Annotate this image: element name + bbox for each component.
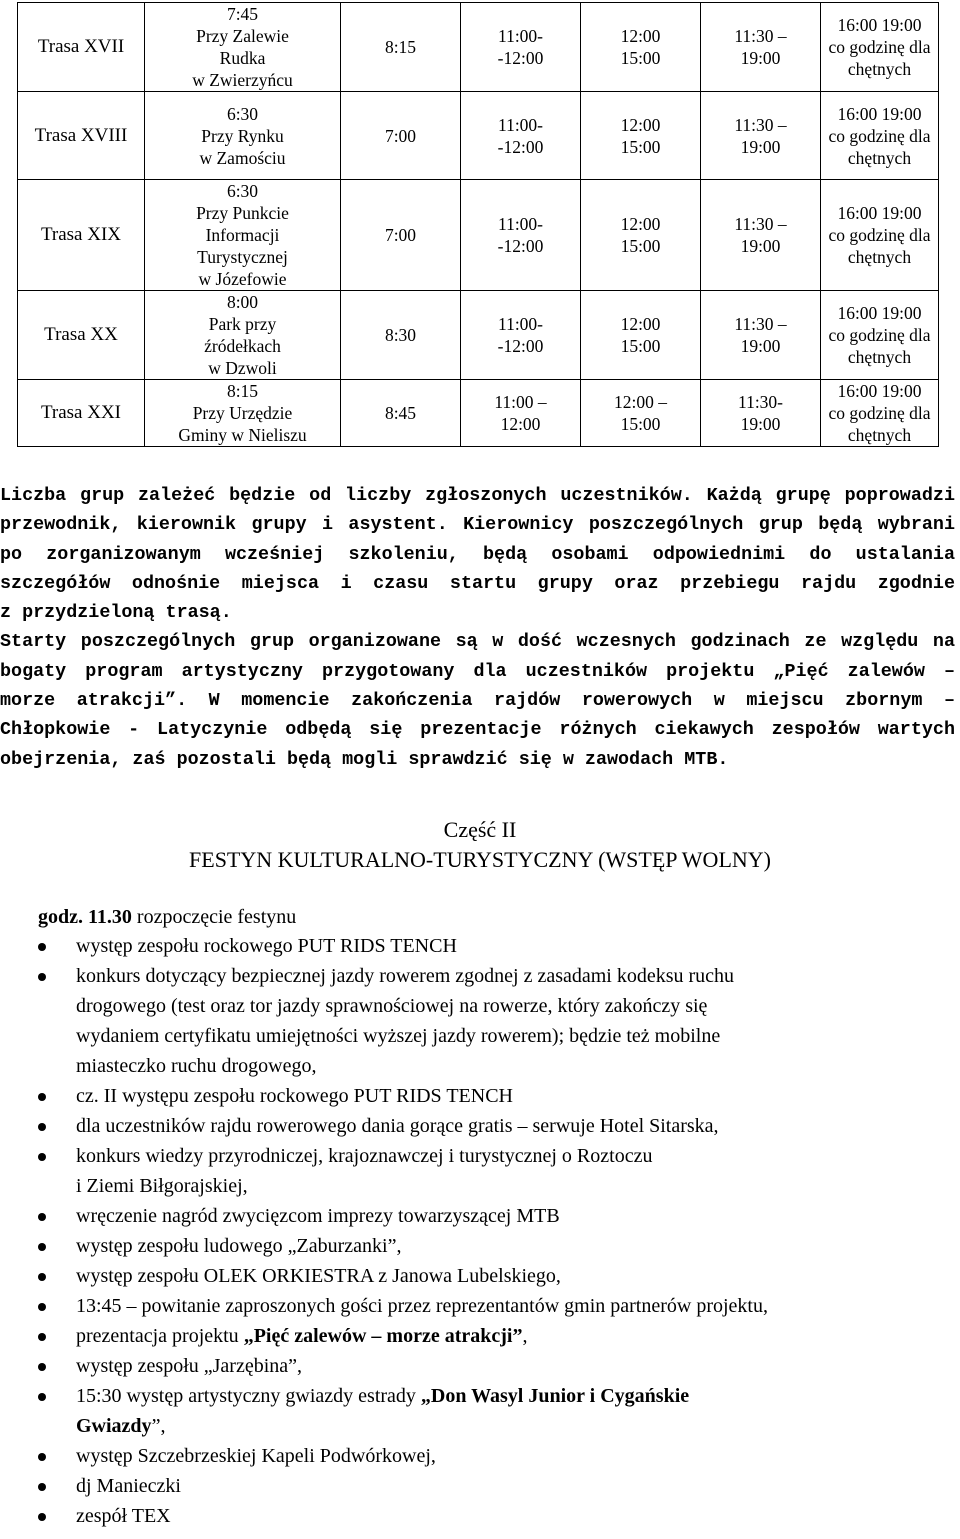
table-cell [341,291,461,380]
cell-text: 19:00 [740,414,781,434]
cell-text: chętnych [847,347,912,367]
table-cell [701,180,821,291]
list-item: konkurs dotyczący bezpiecznej jazdy rowerem zgodnej z zasadami kodeksu ruchu [0,961,960,991]
cell-text: 8:15 [384,37,417,57]
cell-text: 11:30 – [734,26,787,46]
cell-text: w Zamościu [199,147,286,168]
list-item: występ zespołu rockowego PUT RIDS TENCH [0,931,960,961]
route-name-cell [18,380,145,447]
cell-text: 15:00 [620,48,661,68]
table-cell [461,380,581,447]
table-row [18,291,939,380]
cell-text: 11:00- [497,114,544,135]
bullet-icon [38,1273,46,1281]
cell-text: 11:30 – [734,314,787,334]
table-cell [341,380,461,447]
cell-text: 11:00- [497,26,544,46]
table-cell [461,291,581,380]
cell-text: 15:00 [620,414,661,434]
list-item-continuation: Gwiazdy”, [76,1415,166,1437]
list-item: występ zespołu OLEK ORKIESTRA z Janowa Lubelskiego, [0,1261,960,1291]
paragraph-line: Starty poszczególnych grup organizowane są w dość wczesnych godzinach ze względu na [0,631,955,653]
table-cell [461,180,581,291]
cell-text: 8:15 [226,381,259,401]
table-cell [145,180,341,291]
festival-program-list [0,931,960,1531]
info-paragraph [0,481,955,774]
bullet-icon [38,1483,46,1491]
cell-text: co godzinę dla [828,37,931,57]
table-cell [145,3,341,92]
table-cell [701,380,821,447]
bullet-icon [38,1303,46,1311]
cell-text: -12:00 [497,236,544,256]
table-cell [581,291,701,380]
table-cell [821,291,939,380]
paragraph-line: Chłopkowie - Latyczynie odbędą się prezentacje różnych ciekawych zespołów wartych [0,719,955,741]
route-name-cell [18,180,145,291]
bullet-icon [38,1093,46,1101]
bullet-icon [38,973,46,981]
cell-text: Gminy w Nieliszu [178,425,307,445]
paragraph-line: szczegółów odnośnie miejsca i czasu startu grupy oraz przebiegu rajdu zgodnie [0,572,955,594]
bullet-icon [38,943,46,951]
cell-text: 6:30 [226,181,259,201]
paragraph-line: z przydzieloną trasą. [0,602,232,624]
table-cell [341,3,461,92]
cell-text: w Zwierzyńcu [192,70,293,90]
cell-text: Przy Zalewie [196,26,289,46]
cell-text: Park przy [208,314,277,334]
cell-text: 11:00- [497,214,544,234]
route-name-cell [18,3,145,92]
cell-text: co godzinę dla [828,125,931,146]
cell-text: Trasa XVII [37,36,125,57]
cell-text: 11:00 – [494,392,547,412]
cell-text: 8:30 [384,325,417,345]
bullet-icon [38,1453,46,1461]
cell-text: chętnych [847,247,912,267]
section-part-heading: Część II [443,817,517,842]
cell-text: -12:00 [497,336,544,356]
cell-text: źródełkach [204,336,281,356]
table-cell [821,92,939,180]
table-cell [701,291,821,380]
bullet-icon [38,1213,46,1221]
table-cell [461,92,581,180]
cell-text: 19:00 [740,336,781,356]
list-item: występ zespołu „Jarzębina”, [0,1351,960,1381]
cell-text: 15:00 [620,236,661,256]
table-row [18,3,939,92]
cell-text: Przy Rynku [201,125,284,146]
list-item-continuation: i Ziemi Biłgorajskiej, [76,1175,248,1197]
cell-text: w Dzwoli [208,358,277,378]
table-cell [581,3,701,92]
cell-text: Trasa XX [44,324,118,345]
cell-text: 12:00 – [614,392,667,412]
cell-text: 12:00 [620,114,661,135]
table-cell [821,180,939,291]
cell-text: 19:00 [740,48,781,68]
cell-text: 12:00 [620,26,661,46]
list-item: występ zespołu ludowego „Zaburzanki”, [0,1231,960,1261]
table-row [18,92,939,180]
start-text: rozpoczęcie festynu [131,906,297,928]
route-schedule-table [17,2,939,447]
cell-text: 11:30 – [734,214,787,234]
table-cell [821,380,939,447]
list-item: prezentacja projektu „Pięć zalewów – morze atrakcji”, [0,1321,960,1351]
cell-text: 7:45 [226,4,259,24]
list-item: wręczenie nagród zwycięzcom imprezy towarzyszącej MTB [0,1201,960,1231]
cell-text: 7:00 [384,225,417,245]
paragraph-line: Liczba grup zależeć będzie od liczby zgłoszonych uczestników. Każdą grupę poprowadzi [0,485,955,506]
route-name-cell [18,92,145,180]
bullet-icon [38,1513,46,1521]
cell-text: w Józefowie [198,269,287,289]
list-item: zespół TEX [0,1501,960,1531]
cell-text: 11:30 – [734,114,787,135]
list-item: występ Szczebrzeskiej Kapeli Podwórkowej, [0,1441,960,1471]
cell-text: 16:00 19:00 [837,15,922,35]
cell-text: -12:00 [497,136,544,157]
cell-text: 15:00 [620,136,661,157]
table-cell [145,92,341,180]
cell-text: 12:00 [620,214,661,234]
cell-text: 16:00 19:00 [837,103,922,124]
table-cell [581,92,701,180]
cell-text: 7:00 [384,125,417,146]
table-cell [145,291,341,380]
cell-text: 16:00 19:00 [837,203,922,223]
cell-text: Przy Punkcie [196,203,289,223]
route-name-cell [18,291,145,380]
list-item-continuation: drogowego (test oraz tor jazdy sprawnościowej na rowerze, który zakończy się [76,995,708,1017]
cell-text: 19:00 [740,136,781,157]
bullet-icon [38,1393,46,1401]
cell-text: Przy Urzędzie [192,403,293,423]
paragraph-line: bogaty program artystyczny przygotowany dla uczestników projektu „Pięć zalewów – [0,660,955,682]
cell-text: 8:45 [384,403,417,423]
cell-text: 12:00 [620,314,661,334]
cell-text: 19:00 [740,236,781,256]
list-item: cz. II występu zespołu rockowego PUT RIDS TENCH [0,1081,960,1111]
cell-text: 16:00 19:00 [837,303,922,323]
cell-text: 8:00 [226,292,259,312]
table-cell [701,92,821,180]
table-cell [581,380,701,447]
festival-start-line [38,903,296,931]
list-item-continuation: wydaniem certyfikatu umiejętności wyższej jazdy rowerem); będzie też mobilne [76,1025,721,1047]
bullet-icon [38,1333,46,1341]
bullet-icon [38,1153,46,1161]
paragraph-line: przewodnik, kierownik grupy i asystent. Kierownicy poszczególnych grup będą wybrani [0,514,955,536]
cell-text: Informacji [205,225,280,245]
table-row [18,380,939,447]
cell-text: 15:00 [620,336,661,356]
cell-text: Trasa XIX [40,224,122,245]
list-item: 15:30 występ artystyczny gwiazdy estrady „Don Wasyl Junior i Cygańskie [0,1381,960,1411]
paragraph-line: obejrzenia, zaś pozostali będą mogli sprawdzić się w zawodach MTB. [0,748,729,770]
cell-text: Trasa XVIII [34,124,128,146]
table-cell [341,92,461,180]
cell-text: 12:00 [500,414,541,434]
cell-text: 11:30- [737,392,784,412]
list-item: 13:45 – powitanie zaproszonych gości przez reprezentantów gmin partnerów projektu, [0,1291,960,1321]
list-item: dj Manieczki [0,1471,960,1501]
cell-text: Turystycznej [197,247,288,267]
section-title-heading: FESTYN KULTURALNO-TURYSTYCZNY (WSTĘP WOLNY) [189,847,771,872]
cell-text: Trasa XXI [40,402,122,423]
cell-text: co godzinę dla [828,325,931,345]
table-cell [341,180,461,291]
cell-text: chętnych [847,59,912,79]
cell-text: -12:00 [497,48,544,68]
bullet-icon [38,1243,46,1251]
cell-text: co godzinę dla [828,403,931,423]
bullet-icon [38,1363,46,1371]
table-cell [461,3,581,92]
list-item: dla uczestników rajdu rowerowego dania gorące gratis – serwuje Hotel Sitarska, [0,1111,960,1141]
start-time-label: godz. 11.30 [38,906,132,928]
table-cell [701,3,821,92]
cell-text: chętnych [847,425,912,445]
cell-text: 16:00 19:00 [837,381,922,401]
cell-text: co godzinę dla [828,225,931,245]
table-cell [145,380,341,447]
bullet-icon [38,1123,46,1131]
list-item: konkurs wiedzy przyrodniczej, krajoznawczej i turystycznej o Roztoczu [0,1141,960,1171]
paragraph-line: po zorganizowanym wcześniej szkoleniu, będą osobami odpowiednimi do ustalania [0,543,955,565]
cell-text: chętnych [847,147,912,168]
paragraph-line: morze atrakcji”. W momencie zakończenia rajdów rowerowych w miejscu zbornym – [0,690,955,712]
list-item-continuation: miasteczko ruchu drogowego, [76,1055,317,1077]
table-cell [581,180,701,291]
table-cell [821,3,939,92]
cell-text: 11:00- [497,314,544,334]
table-row [18,180,939,291]
cell-text: 6:30 [226,103,259,124]
cell-text: Rudka [219,48,266,68]
